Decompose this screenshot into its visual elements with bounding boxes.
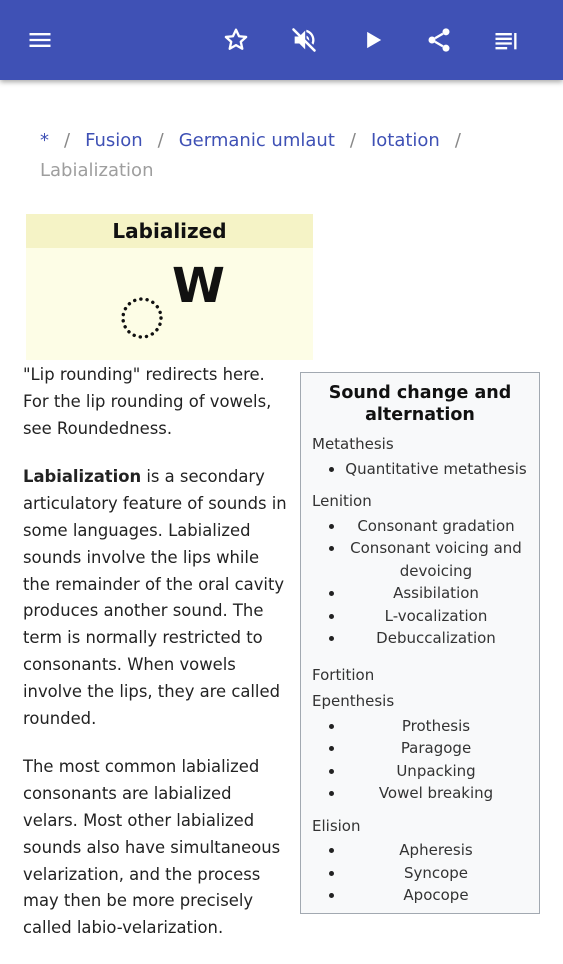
breadcrumb-item-iotation[interactable]: Iotation [370, 130, 440, 151]
star-outline-icon[interactable] [218, 22, 254, 58]
paragraph-text: is a secondary articulatory feature of sounds in some languages. Labialized sounds involve the lips while the remainder of the oral cavity produces another sound. The term is normally restricted to consonants. When vowels involve the lips, they are called rounded. [23, 467, 287, 728]
breadcrumb-separator: / [349, 130, 356, 151]
sidebar-link[interactable]: Apocope [329, 884, 539, 907]
sidebar-heading-elision[interactable]: Elision [312, 816, 361, 835]
sidebar-link[interactable]: Syncope [329, 862, 539, 885]
sidebar-link[interactable]: Apheresis [329, 839, 539, 862]
volume-off-icon[interactable] [286, 22, 322, 58]
breadcrumb-item-home[interactable]: * [40, 130, 49, 151]
sidebar-list [301, 458, 539, 481]
sidebar-title: Sound change and alternation [328, 383, 512, 425]
article-paragraph [23, 464, 289, 732]
breadcrumb-separator: / [454, 130, 461, 151]
sidebar-list [301, 515, 539, 650]
sidebar-link[interactable]: Assibilation [329, 582, 539, 605]
infobox-symbol-area [26, 248, 313, 360]
sidebar-heading-lenition[interactable]: Lenition [312, 492, 372, 510]
sidebar-link[interactable]: Debuccalization [329, 627, 539, 650]
hatnote: "Lip rounding" redirects here. For the lip rounding of vowels, see Roundedness. [23, 365, 272, 438]
bold-term: Labialization [23, 467, 142, 487]
infobox-title: Labialized [26, 214, 313, 248]
play-icon[interactable] [355, 22, 391, 58]
article-body [23, 362, 289, 964]
sound-change-sidebar [300, 372, 540, 914]
breadcrumb-separator: / [157, 130, 164, 151]
sidebar-link[interactable]: Prothesis [329, 715, 539, 738]
share-icon[interactable] [421, 22, 457, 58]
infobox [26, 214, 313, 360]
sidebar-link[interactable]: Unpacking [329, 760, 539, 783]
page-content [0, 80, 563, 938]
menu-icon[interactable] [22, 22, 58, 58]
sidebar-link[interactable]: Consonant gradation [329, 515, 539, 538]
breadcrumb-separator: / [64, 130, 71, 151]
sidebar-link[interactable]: Paragoge [329, 737, 539, 760]
breadcrumb [40, 126, 520, 186]
breadcrumb-item-fusion[interactable]: Fusion [85, 130, 143, 151]
breadcrumb-item-germanic-umlaut[interactable]: Germanic umlaut [178, 130, 335, 151]
sidebar-link[interactable]: Vowel breaking [329, 782, 539, 805]
sidebar-list [301, 839, 539, 907]
article-paragraph: The most common labialized consonants are labialized velars. Most other labialized sounds also have simultaneous velarization, and the process may then be more precisely called labio-velarization. [23, 757, 281, 938]
sidebar-heading-metathesis[interactable]: Metathesis [312, 435, 394, 453]
sidebar-link[interactable]: Consonant voicing and devoicing [329, 537, 539, 582]
dotted-circle-icon [120, 296, 164, 340]
playlist-icon[interactable] [488, 22, 524, 58]
sidebar-link[interactable]: Quantitative metathesis [329, 458, 539, 481]
sidebar-list [301, 715, 539, 805]
sidebar-heading-fortition[interactable]: Fortition [312, 665, 375, 684]
app-bar [0, 0, 563, 80]
infobox-symbol: W [172, 258, 225, 314]
breadcrumb-current: Labialization [40, 160, 154, 181]
sidebar-link[interactable]: L-vocalization [329, 605, 539, 628]
sidebar-heading-epenthesis[interactable]: Epenthesis [312, 692, 395, 710]
